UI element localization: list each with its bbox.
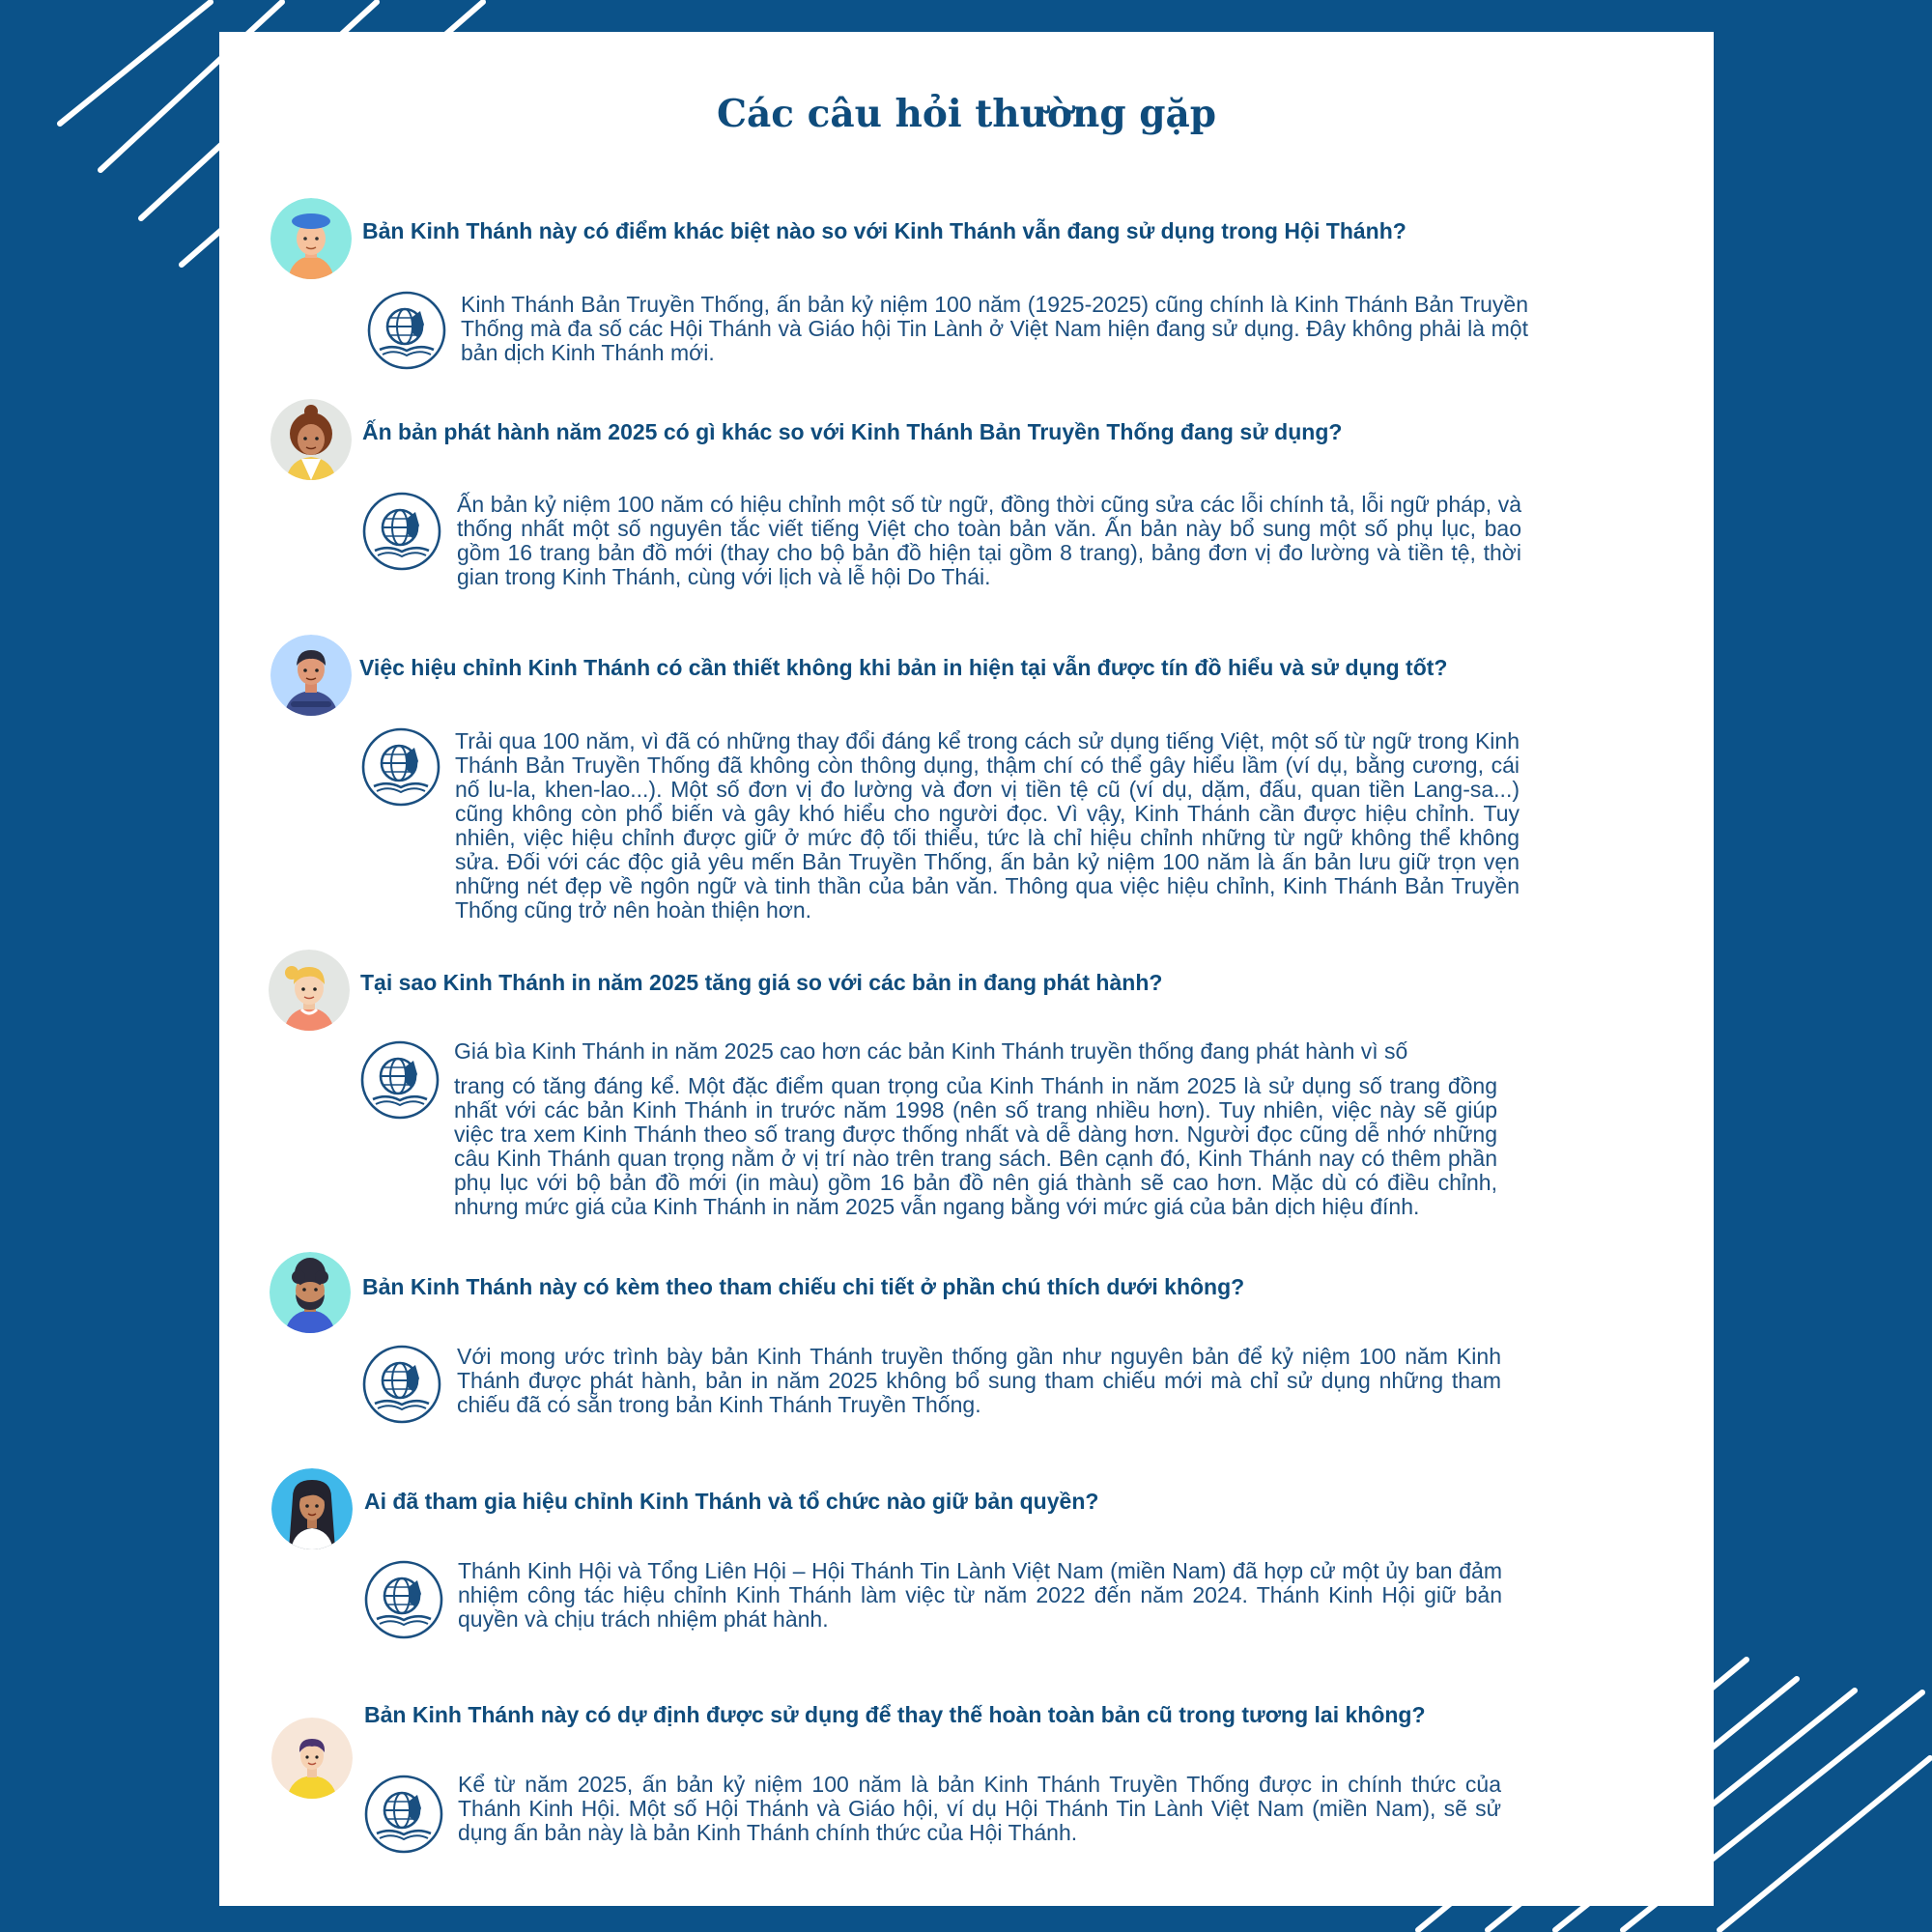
globe-book-logo-icon	[363, 1774, 444, 1855]
person-long-hair-avatar-icon	[271, 1468, 353, 1549]
globe-book-logo-icon	[366, 290, 447, 371]
faq-question: Bản Kinh Thánh này có kèm theo tham chiếu chi tiết ở phần chú thích dưới không?	[362, 1274, 1245, 1299]
person-yellow-shirt-avatar-icon	[271, 1718, 353, 1799]
faq-card	[219, 32, 1714, 1906]
page-title: Các câu hỏi thường gặp	[716, 92, 1217, 136]
faq-question: Việc hiệu chỉnh Kinh Thánh có cần thiết không khi bản in hiện tại vẫn được tín đồ hiểu và sử dụng tốt?	[359, 655, 1448, 680]
faq-answer: Kinh Thánh Bản Truyền Thống, ấn bản kỷ niệm 100 năm (1925-2025) cũng chính là Kinh Thánh Bản Truyền Thống mà đa số các Hội Thánh và Giáo hội Tin Lành ở Việt Nam hiện đang sử dụng. Đây không phải là một bản dịch Kinh Thánh mới.	[461, 292, 1528, 365]
faq-question: Tại sao Kinh Thánh in năm 2025 tăng giá so với các bản in đang phát hành?	[360, 970, 1163, 995]
faq-answer-first-line: Giá bìa Kinh Thánh in năm 2025 cao hơn các bản Kinh Thánh truyền thống đang phát hành vì số	[454, 1038, 1408, 1064]
faq-answer: Thánh Kinh Hội và Tổng Liên Hội – Hội Thánh Tin Lành Việt Nam (miền Nam) đã hợp cử một ủy ban đảm nhiệm công tác hiệu chỉnh Kinh Thánh làm việc từ năm 2022 đến năm 2024. Thánh Kinh Hội giữ bản quyền và chịu trách nhiệm phát hành.	[458, 1558, 1502, 1632]
person-bearded-avatar-icon	[270, 1252, 351, 1333]
faq-answer: trang có tăng đáng kể. Một đặc điểm quan trọng của Kinh Thánh in năm 2025 là sử dụng số trang đồng nhất với các bản Kinh Thánh in trước năm 1998 (nên số trang nhiều hơn). Tuy nhiên, việc này sẽ giúp việc tra xem Kinh Thánh theo số trang được thống nhất và dễ dàng hơn. Người đọc cũng dễ nhớ những câu Kinh Thánh quan trọng nằm ở vị trí nào trên trang sách. Bên cạnh đó, Kinh Thánh nay có thêm phần phụ lục với bộ bản đồ mới (in màu) gồm 16 bản đồ nên giá thành sẽ cao hơn. Mặc dù có điều chỉnh, nhưng mức giá của Kinh Thánh in năm 2025 vẫn ngang bằng với mức giá của bản dịch hiệu đính.	[454, 1073, 1497, 1219]
globe-book-logo-icon	[360, 726, 441, 808]
globe-book-logo-icon	[361, 1344, 442, 1425]
person-curly-hair-avatar-icon	[270, 399, 352, 480]
faq-answer: Với mong ước trình bày bản Kinh Thánh truyền thống gần như nguyên bản để kỷ niệm 100 năm Kinh Thánh được phát hành, bản in năm 2025 không bổ sung tham chiếu mới mà chỉ sử dụng những tham chiếu đã có sẵn trong bản Kinh Thánh Truyền Thống.	[457, 1344, 1501, 1417]
faq-question: Ấn bản phát hành năm 2025 có gì khác so với Kinh Thánh Bản Truyền Thống đang sử dụng?	[362, 419, 1343, 444]
faq-question: Ai đã tham gia hiệu chỉnh Kinh Thánh và tổ chức nào giữ bản quyền?	[364, 1489, 1099, 1514]
faq-answer: Trải qua 100 năm, vì đã có những thay đổi đáng kể trong cách sử dụng tiếng Việt, một số từ ngữ trong Kinh Thánh Bản Truyền Thống đã không còn thông dụng, thậm chí có thể gây hiểu lầm (ví dụ, bằng cương, cái nố lu-la, khen-lao...). Một số đơn vị đo lường và đơn vị tiền tệ cũ (ví dụ, dặm, đấu, quan tiền Lang-sa...) cũng không còn phổ biến và gây khó hiểu cho người đọc. Vì vậy, Kinh Thánh cần được hiệu chỉnh. Tuy nhiên, việc hiệu chỉnh được giữ ở mức độ tối thiểu, tức là chỉ hiệu chỉnh những từ ngữ không thể không sửa. Đối với các độc giả yêu mến Bản Truyền Thống, ấn bản kỷ niệm 100 năm là ấn bản lưu giữ trọn vẹn những nét đẹp về ngôn ngữ và tinh thần của bản văn. Thông qua việc hiệu chỉnh, Kinh Thánh Bản Truyền Thống cũng trở nên hoàn thiện hơn.	[455, 728, 1520, 923]
globe-book-logo-icon	[361, 491, 442, 572]
faq-answer: Ấn bản kỷ niệm 100 năm có hiệu chỉnh một số từ ngữ, đồng thời cũng sửa các lỗi chính tả, lỗi ngữ pháp, và thống nhất một số nguyên tắc viết tiếng Việt cho toàn bản văn. Ấn bản này bổ sung một số phụ lục, bao gồm 16 trang bản đồ mới (thay cho bộ bản đồ hiện tại gồm 8 trang), bảng đơn vị đo lường và tiền tệ, thời gian trong Kinh Thánh, cùng với lịch và lễ hội Do Thái.	[457, 492, 1521, 589]
person-crossed-arms-avatar-icon	[270, 635, 352, 716]
faq-answer: Kể từ năm 2025, ấn bản kỷ niệm 100 năm là bản Kinh Thánh Truyền Thống được in chính thức của Thánh Kinh Hội. Một số Hội Thánh và Giáo hội, ví dụ Hội Thánh Tin Lành Việt Nam (miền Nam), sẽ sử dụng ấn bản này là bản Kinh Thánh chính thức của Hội Thánh.	[458, 1772, 1501, 1845]
faq-question: Bản Kinh Thánh này có điểm khác biệt nào so với Kinh Thánh vẫn đang sử dụng trong Hội Thánh?	[362, 218, 1406, 243]
person-beret-avatar-icon	[270, 198, 352, 279]
globe-book-logo-icon	[363, 1559, 444, 1640]
globe-book-logo-icon	[359, 1039, 440, 1121]
person-blonde-ponytail-avatar-icon	[269, 950, 350, 1031]
faq-question: Bản Kinh Thánh này có dự định được sử dụng để thay thế hoàn toàn bản cũ trong tương lai không?	[364, 1702, 1426, 1727]
